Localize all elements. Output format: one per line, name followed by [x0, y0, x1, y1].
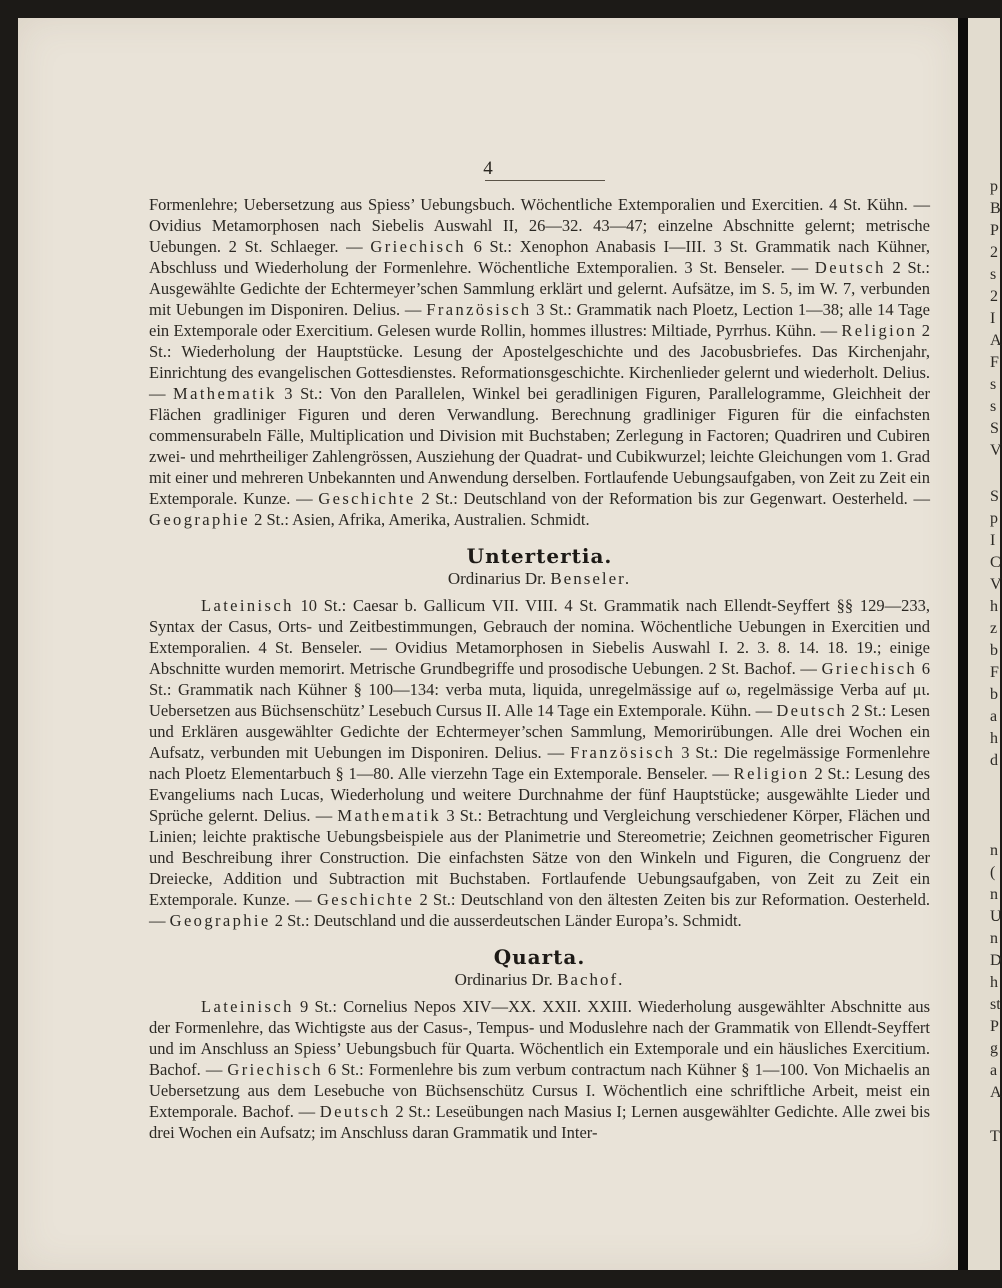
subject-religion: Religion [733, 764, 810, 783]
untertertia-paragraph [149, 595, 930, 931]
ordinarius-line [149, 969, 930, 990]
ordinarius-name: Bachof. [557, 970, 625, 989]
subject-geschichte: Geschichte [316, 890, 415, 909]
text-run: 2 St.: Wiederholung der Hauptstücke. Lesung der Apostelgeschichte und des Jacobusbriefes. Das Kirchenjahr, Einrichtung des evangelischen Gottesdienstes. Reformationsgeschichte. Kirchenlieder gelernt und wiederholt. Delius. — [149, 321, 931, 403]
text-run: 2 St.: Ausgewählte Gedichte der Echtermeyer’schen Sammlung erklärt und gelernt. Aufsätze, im S. 5, im W. 7, verbunden mit Uebungen im Disponiren. Delius. — [149, 258, 930, 319]
adjacent-page-fragment: I [990, 532, 996, 549]
quarta-paragraph [149, 996, 930, 1143]
subject-griechisch: Griechisch [370, 237, 466, 256]
adjacent-page-fragment: T [990, 1128, 1000, 1145]
adjacent-page-fragment: z [990, 620, 998, 637]
adjacent-page-fragment: a [990, 1062, 998, 1079]
text-run: 2 St.: Deutschland und die ausserdeutschen Länder Europa’s. Schmidt. [270, 911, 742, 930]
adjacent-page-fragment: d [990, 752, 998, 769]
subject-geographie: Geographie [149, 510, 250, 529]
adjacent-page-fragment: S [990, 420, 999, 437]
text-run: 6 St.: Formenlehre bis zum verbum contractum nach Kühner § 1—100. Von Michaelis an Uebersetzung aus dem Lesebuche von Büchsenschütz Cursus I. Wöchentlich eine schriftliche Arbeit, meist ein Extemporale. Bachof. — [149, 1060, 930, 1121]
body-text [149, 194, 930, 1143]
ordinarius-line [149, 568, 930, 589]
subject-franzoesisch: Französisch [570, 743, 676, 762]
section-heading-untertertia: Untertertia. [466, 544, 613, 568]
subject-mathematik: Mathematik [337, 806, 442, 825]
adjacent-page-fragment: P [990, 1018, 999, 1035]
adjacent-page-fragment: h [990, 730, 998, 747]
adjacent-page-fragment: F [990, 354, 999, 371]
text-run: 6 St.: Grammatik nach Kühner § 100—134: verba muta, liquida, unregelmässige auf ω, regelmässige Verba auf μι. Uebersetzen aus Büchsenschütz’ Lesebuch Cursus II. Alle 14 Tage ein Extemporale. Kühn. — [149, 659, 931, 720]
subject-deutsch: Deutsch [319, 1102, 391, 1121]
document-page [18, 18, 958, 1270]
adjacent-page-fragment: p [990, 510, 998, 527]
adjacent-page-fragment: D [990, 952, 1002, 969]
text-run: 2 St.: Deutschland von der Reformation bis zur Gegenwart. Oesterheld. — [415, 489, 930, 508]
adjacent-page-fragment: U [990, 908, 1002, 925]
text-run: 2 St.: Asien, Afrika, Amerika, Australien. Schmidt. [249, 510, 590, 529]
ordinarius-label: Ordinarius Dr. [454, 970, 553, 989]
adjacent-page-fragment: 2 [990, 288, 998, 305]
page-number: 4 [483, 158, 493, 179]
page-number-rule [485, 180, 605, 181]
obertertia-continuation [149, 194, 930, 530]
text-run: 10 St.: Caesar b. Gallicum VII. VIII. 4 St. Grammatik nach Ellendt-Seyffert §§ 129—233, Syntax der Casus, Orts- und Zeitbestimmungen, Gebrauch der nomina. Wöchentliche Uebungen in Exercitien und Extemporalien. 4 St. Benseler. — Ovidius Metamorphosen in Siebelis Auswahl I. 2. 3. 8. 14. 18. 19.; einige Abschnitte wurden memorirt. Metrische Grundbegriffe und prosodische Uebungen. 2 St. Bachof. — [149, 596, 930, 678]
adjacent-page-fragment: s [990, 266, 997, 283]
book-gutter [958, 18, 968, 1270]
adjacent-page-fragment: p [990, 178, 998, 195]
adjacent-page-fragment: I [990, 310, 996, 327]
adjacent-page-fragment: s [990, 398, 997, 415]
subject-deutsch: Deutsch [776, 701, 848, 720]
adjacent-page-fragment: P [990, 222, 999, 239]
subject-franzoesisch: Französisch [426, 300, 532, 319]
adjacent-page-fragment: S [990, 488, 999, 505]
ordinarius-label: Ordinarius Dr. [447, 569, 547, 588]
adjacent-page-fragment: n [990, 886, 998, 903]
subject-geschichte: Geschichte [318, 489, 416, 508]
adjacent-page-fragment: g [990, 1040, 998, 1057]
text-run: Formenlehre; Uebersetzung aus Spiess’ Uebungsbuch. Wöchentliche Extemporalien und Exercitien. 4 St. Kühn. — Ovidius Metamorphosen nach Siebelis Auswahl II, 26—32. 43—47; einzelne Abschnitte gelernt; metrische Uebungen. 2 St. Schlaeger. — [149, 195, 930, 256]
adjacent-page-fragment: st [990, 996, 1001, 1013]
text-run: 3 St.: Betrachtung und Vergleichung verschiedener Körper, Flächen und Linien; leichte praktische Uebungsbeispiele aus der Planimetrie und Stereometrie; Zeichnen geometrischer Figuren und Beschreibung ihrer Construction. Die einfachsten Sätze von den Winkeln und Figuren, die Congruenz der Dreiecke, Addition und Subtraction mit Buchstaben. Fortlaufende Uebungsaufgaben, von Zeit zu Zeit ein Extemporale. Kunze. — [149, 806, 930, 909]
adjacent-page-fragment: h [990, 974, 998, 991]
adjacent-page-fragment: h [990, 598, 998, 615]
subject-religion: Religion [841, 321, 918, 340]
subject-mathematik: Mathematik [173, 384, 277, 403]
adjacent-page-fragment: A [990, 1084, 1002, 1101]
text-run: 2 St.: Lesen und Erklären ausgewählter Gedichte der Echtermeyer’schen Sammlung, Memorirübungen. Alle drei Wochen ein Aufsatz, verbunden mit Uebungen im Disponiren. Delius. — [149, 701, 931, 762]
text-run: 2 St.: Deutschland von den ältesten Zeiten bis zur Reformation. Oesterheld. — [149, 890, 931, 930]
subject-lateinisch: Lateinisch [201, 596, 294, 615]
text-run: 3 St.: Grammatik nach Ploetz, Lection 1—38; alle 14 Tage ein Extemporale oder Exercitium. Gelesen wurde Rollin, hommes illustres: Miltiade, Pyrrhus. Kühn. — [149, 300, 931, 340]
adjacent-page-fragment: V [990, 442, 1002, 459]
subject-griechisch: Griechisch [821, 659, 918, 678]
adjacent-page-fragment: 2 [990, 244, 998, 261]
adjacent-page-fragment: b [990, 642, 998, 659]
text-run: 3 St.: Die regelmässige Formenlehre nach Ploetz Elementarbuch § 1—80. Alle vierzehn Tage ein Extemporale. Benseler. — [149, 743, 931, 783]
adjacent-page-fragment: n [990, 842, 998, 859]
subject-lateinisch: Lateinisch [201, 997, 294, 1016]
adjacent-page-fragment: n [990, 930, 998, 947]
adjacent-page-fragment: s [990, 376, 997, 393]
adjacent-page-fragment: ( [990, 864, 996, 881]
adjacent-page-fragment: b [990, 686, 998, 703]
adjacent-page-edge [968, 18, 1000, 1270]
adjacent-page-fragment: C [990, 554, 1001, 571]
text-run: 6 St.: Xenophon Anabasis I—III. 3 St. Grammatik nach Kühner, Abschluss und Wiederholung der Formenlehre. Wöchentliche Extemporalien. 3 St. Benseler. — [149, 237, 930, 277]
text-run: 2 St.: Lesung des Evangeliums nach Lucas, Wiederholung und weitere Durchnahme der fünf Hauptstücke; ausgewählte Lieder und Sprüche gelernt. Delius. — [149, 764, 930, 825]
text-run: 2 St.: Leseübungen nach Masius I; Lernen ausgewählter Gedichte. Alle zwei bis drei Wochen ein Aufsatz; im Anschluss daran Grammatik und Inter- [149, 1102, 930, 1142]
text-run: 9 St.: Cornelius Nepos XIV—XX. XXII. XXIII. Wiederholung ausgewählter Abschnitte aus der Formenlehre, das Wichtigste aus der Casus-, Tempus- und Moduslehre nach der Grammatik von Ellendt-Seyffert und im Anschluss an Spiess’ Uebungsbuch für Quarta. Wöchentlich ein Extemporale und ein häusliches Exercitium. Bachof. — [149, 997, 930, 1079]
adjacent-page-fragment: V [990, 576, 1002, 593]
subject-deutsch: Deutsch [814, 258, 886, 277]
subject-geographie: Geographie [169, 911, 271, 930]
adjacent-page-fragment: B [990, 200, 1001, 217]
text-run: 3 St.: Von den Parallelen, Winkel bei geradlinigen Figuren, Parallelogramme, Gleichheit der Flächen gradliniger Figuren und deren Verwandlung. Berechnung gradliniger Figuren für die einfachsten commensurabeln Fälle, Multiplication und Division mit Buchstaben; Zerlegung in Factoren; Quadriren und Cubiren zwei- und mehrtheiliger Zahlengrössen, Ausziehung der Quadrat- und Cubikwurzel; leichte Gleichungen vom 1. Grad mit einer und mehreren Unbekannten und Anwendung derselben. Fortlaufende Uebungsaufgaben, von Zeit zu Zeit ein Extemporale. Kunze. — [149, 384, 931, 508]
adjacent-page-fragment: A [990, 332, 1002, 349]
adjacent-page-fragment: F [990, 664, 999, 681]
section-heading-quarta: Quarta. [493, 945, 586, 969]
adjacent-page-fragment: a [990, 708, 998, 725]
ordinarius-name: Benseler. [550, 569, 632, 588]
subject-griechisch: Griechisch [227, 1060, 323, 1079]
